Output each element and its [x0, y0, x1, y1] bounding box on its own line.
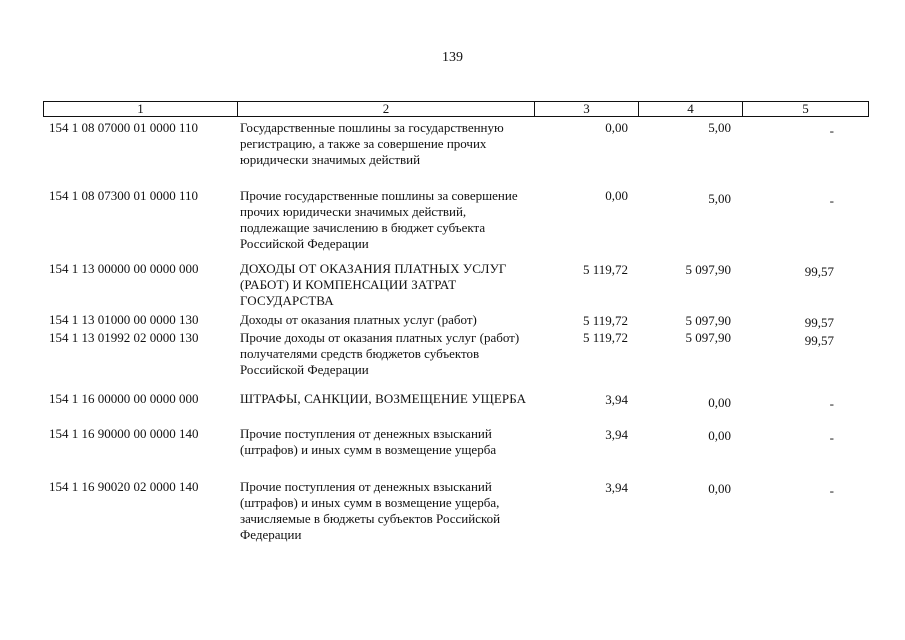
row-code: 154 1 16 90000 00 0000 140 — [49, 426, 199, 441]
row-col5: - — [829, 483, 834, 498]
row-col4: 5,00 — [708, 191, 731, 206]
row-col4: 5 097,90 — [685, 313, 731, 328]
row-name: Прочие поступления от денежных взысканий (штрафов) и иных сумм в возмещение ущерба — [240, 426, 497, 457]
row-col4: 0,00 — [708, 481, 731, 496]
row-name: Государственные пошлины за государственную регистрацию, а также за совершение прочих юридически значимых действий — [240, 120, 504, 167]
row-code: 154 1 08 07300 01 0000 110 — [49, 188, 199, 203]
row-code: 154 1 08 07000 01 0000 110 — [49, 120, 199, 135]
row-name: Прочие поступления от денежных взысканий (штрафов) и иных сумм в возмещение ущерба, зачисляемые в бюджеты субъектов Российской Федерации — [240, 479, 501, 542]
row-col5: - — [829, 193, 834, 208]
row-col3: 5 119,72 — [582, 330, 628, 345]
row-name: Доходы от оказания платных услуг (работ) — [240, 312, 477, 327]
header-col-2: 2 — [238, 102, 535, 116]
row-col5: - — [829, 396, 834, 411]
row-col3: 3,94 — [605, 480, 628, 495]
row-code: 154 1 13 01000 00 0000 130 — [49, 312, 199, 327]
row-name: Прочие государственные пошлины за совершение прочих юридически значимых действий, подлежащие зачислению в бюджет субъекта Российской Федерации — [240, 188, 518, 251]
row-col3: 5 119,72 — [582, 262, 628, 277]
row-col4: 0,00 — [708, 395, 731, 410]
header-col-3: 3 — [535, 102, 639, 116]
row-col3: 5 119,72 — [582, 313, 628, 328]
row-col4: 5 097,90 — [685, 262, 731, 277]
header-col-5: 5 — [802, 101, 809, 116]
row-code: 154 1 16 00000 00 0000 000 — [49, 391, 199, 406]
row-name: ДОХОДЫ ОТ ОКАЗАНИЯ ПЛАТНЫХ УСЛУГ (РАБОТ) И КОМПЕНСАЦИИ ЗАТРАТ ГОСУДАРСТВА — [240, 261, 507, 308]
row-code: 154 1 13 00000 00 0000 000 — [49, 261, 199, 276]
row-col5: 99,57 — [804, 315, 834, 330]
row-name: Прочие доходы от оказания платных услуг (работ) получателями средств бюджетов субъектов Российской Федерации — [240, 330, 520, 377]
row-col3: 3,94 — [605, 427, 628, 442]
table-header — [43, 101, 869, 117]
row-col3: 0,00 — [605, 188, 628, 203]
page-number: 139 — [442, 50, 463, 65]
header-col-4: 4 — [639, 102, 743, 116]
row-col5: - — [829, 430, 834, 445]
row-name: ШТРАФЫ, САНКЦИИ, ВОЗМЕЩЕНИЕ УЩЕРБА — [240, 391, 527, 406]
row-col5: - — [829, 123, 834, 138]
row-col3: 3,94 — [605, 392, 628, 407]
row-col3: 0,00 — [605, 120, 628, 135]
row-col4: 0,00 — [708, 428, 731, 443]
row-col4: 5 097,90 — [685, 330, 731, 345]
row-col5: 99,57 — [804, 333, 834, 348]
header-col-1: 1 — [44, 102, 238, 116]
row-code: 154 1 13 01992 02 0000 130 — [49, 330, 199, 345]
row-col4: 5,00 — [708, 120, 731, 135]
row-col5: 99,57 — [804, 264, 834, 279]
row-code: 154 1 16 90020 02 0000 140 — [49, 479, 199, 494]
